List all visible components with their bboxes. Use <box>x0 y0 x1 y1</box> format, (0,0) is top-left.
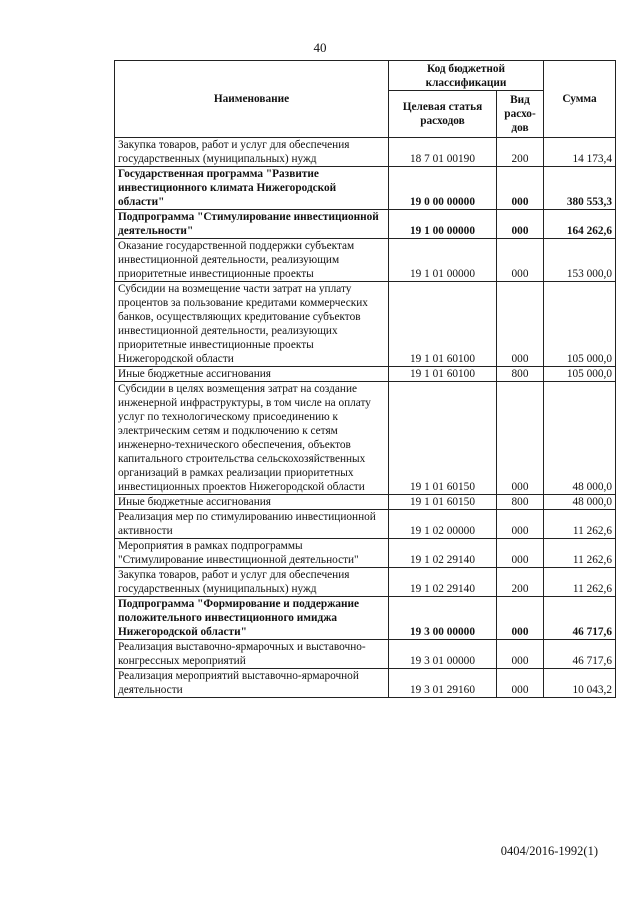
row-name: Иные бюджетные ассигнования <box>115 495 389 510</box>
row-code: 19 0 00 00000 <box>389 167 497 210</box>
budget-table <box>114 60 616 698</box>
row-name: Реализация выставочно-ярмарочных и выставочно-конгрессных мероприятий <box>115 640 389 669</box>
row-code: 19 1 01 60100 <box>389 367 497 382</box>
table-row <box>115 597 616 640</box>
row-code: 19 3 01 00000 <box>389 640 497 669</box>
row-sum: 46 717,6 <box>544 597 616 640</box>
table-row <box>115 640 616 669</box>
row-name: Закупка товаров, работ и услуг для обеспечения государственных (муниципальных) нужд <box>115 568 389 597</box>
table-row <box>115 138 616 167</box>
header-name: Наименование <box>115 61 389 138</box>
table-row <box>115 539 616 568</box>
table-row <box>115 510 616 539</box>
header-sum: Сумма <box>544 61 616 138</box>
row-kind: 200 <box>497 138 544 167</box>
row-kind: 200 <box>497 568 544 597</box>
row-sum: 11 262,6 <box>544 568 616 597</box>
row-code: 18 7 01 00190 <box>389 138 497 167</box>
row-name: Мероприятия в рамках подпрограммы "Стимулирование инвестиционной деятельности" <box>115 539 389 568</box>
row-name: Подпрограмма "Стимулирование инвестиционной деятельности" <box>115 210 389 239</box>
row-code: 19 1 02 00000 <box>389 510 497 539</box>
row-kind: 000 <box>497 167 544 210</box>
row-sum: 164 262,6 <box>544 210 616 239</box>
row-kind: 000 <box>497 640 544 669</box>
table-row <box>115 210 616 239</box>
row-kind: 800 <box>497 495 544 510</box>
row-sum: 48 000,0 <box>544 382 616 495</box>
row-kind: 000 <box>497 382 544 495</box>
row-sum: 46 717,6 <box>544 640 616 669</box>
row-code: 19 1 01 60150 <box>389 495 497 510</box>
row-kind: 800 <box>497 367 544 382</box>
row-sum: 11 262,6 <box>544 510 616 539</box>
table-row <box>115 367 616 382</box>
row-sum: 105 000,0 <box>544 282 616 367</box>
page-number: 40 <box>313 40 327 55</box>
row-code: 19 1 00 00000 <box>389 210 497 239</box>
row-sum: 105 000,0 <box>544 367 616 382</box>
row-name: Субсидии на возмещение части затрат на уплату процентов за пользование кредитами коммерческих банков, осуществляющих кредитование субъектов инвестиционной деятельности, реализующих приоритетные инвестиционные проекты Нижегородской области <box>115 282 389 367</box>
row-name: Субсидии в целях возмещения затрат на создание инженерной инфраструктуры, в том числе на оплату услуг по технологическому присоединению к электрическим сетям и подключению к сетям инженерно-технического обеспечения, объектов капитального строительства сельскохозяйственных организаций в рамках реализации приоритетных инвестиционных проектов Нижегородской области <box>115 382 389 495</box>
table-row <box>115 382 616 495</box>
row-name: Иные бюджетные ассигнования <box>115 367 389 382</box>
table-row <box>115 282 616 367</box>
row-kind: 000 <box>497 597 544 640</box>
header-target-article: Целевая статья расходов <box>389 91 497 138</box>
table-row <box>115 167 616 210</box>
row-sum: 380 553,3 <box>544 167 616 210</box>
row-kind: 000 <box>497 539 544 568</box>
row-code: 19 3 01 29160 <box>389 669 497 698</box>
row-name: Оказание государственной поддержки субъектам инвестиционной деятельности, реализующим приоритетные инвестиционные проекты <box>115 239 389 282</box>
row-sum: 14 173,4 <box>544 138 616 167</box>
row-name: Государственная программа "Развитие инвестиционного климата Нижегородской области" <box>115 167 389 210</box>
header-expense-type: Вид расхо-дов <box>497 91 544 138</box>
row-name: Реализация мер по стимулированию инвестиционной активности <box>115 510 389 539</box>
row-name: Реализация мероприятий выставочно-ярмарочной деятельности <box>115 669 389 698</box>
table-row <box>115 239 616 282</box>
table-row <box>115 669 616 698</box>
row-name: Подпрограмма "Формирование и поддержание положительного инвестиционного имиджа Нижегородской области" <box>115 597 389 640</box>
row-code: 19 1 01 00000 <box>389 239 497 282</box>
row-kind: 000 <box>497 510 544 539</box>
row-sum: 10 043,2 <box>544 669 616 698</box>
row-sum: 11 262,6 <box>544 539 616 568</box>
table-row <box>115 495 616 510</box>
row-kind: 000 <box>497 239 544 282</box>
row-sum: 153 000,0 <box>544 239 616 282</box>
header-code-group: Код бюджетной классификации <box>389 61 544 91</box>
row-kind: 000 <box>497 669 544 698</box>
row-code: 19 1 02 29140 <box>389 539 497 568</box>
row-code: 19 1 01 60150 <box>389 382 497 495</box>
row-code: 19 1 02 29140 <box>389 568 497 597</box>
row-kind: 000 <box>497 210 544 239</box>
row-kind: 000 <box>497 282 544 367</box>
row-code: 19 1 01 60100 <box>389 282 497 367</box>
table-row <box>115 568 616 597</box>
document-number: 0404/2016-1992(1) <box>500 844 598 858</box>
row-name: Закупка товаров, работ и услуг для обеспечения государственных (муниципальных) нужд <box>115 138 389 167</box>
row-sum: 48 000,0 <box>544 495 616 510</box>
row-code: 19 3 00 00000 <box>389 597 497 640</box>
